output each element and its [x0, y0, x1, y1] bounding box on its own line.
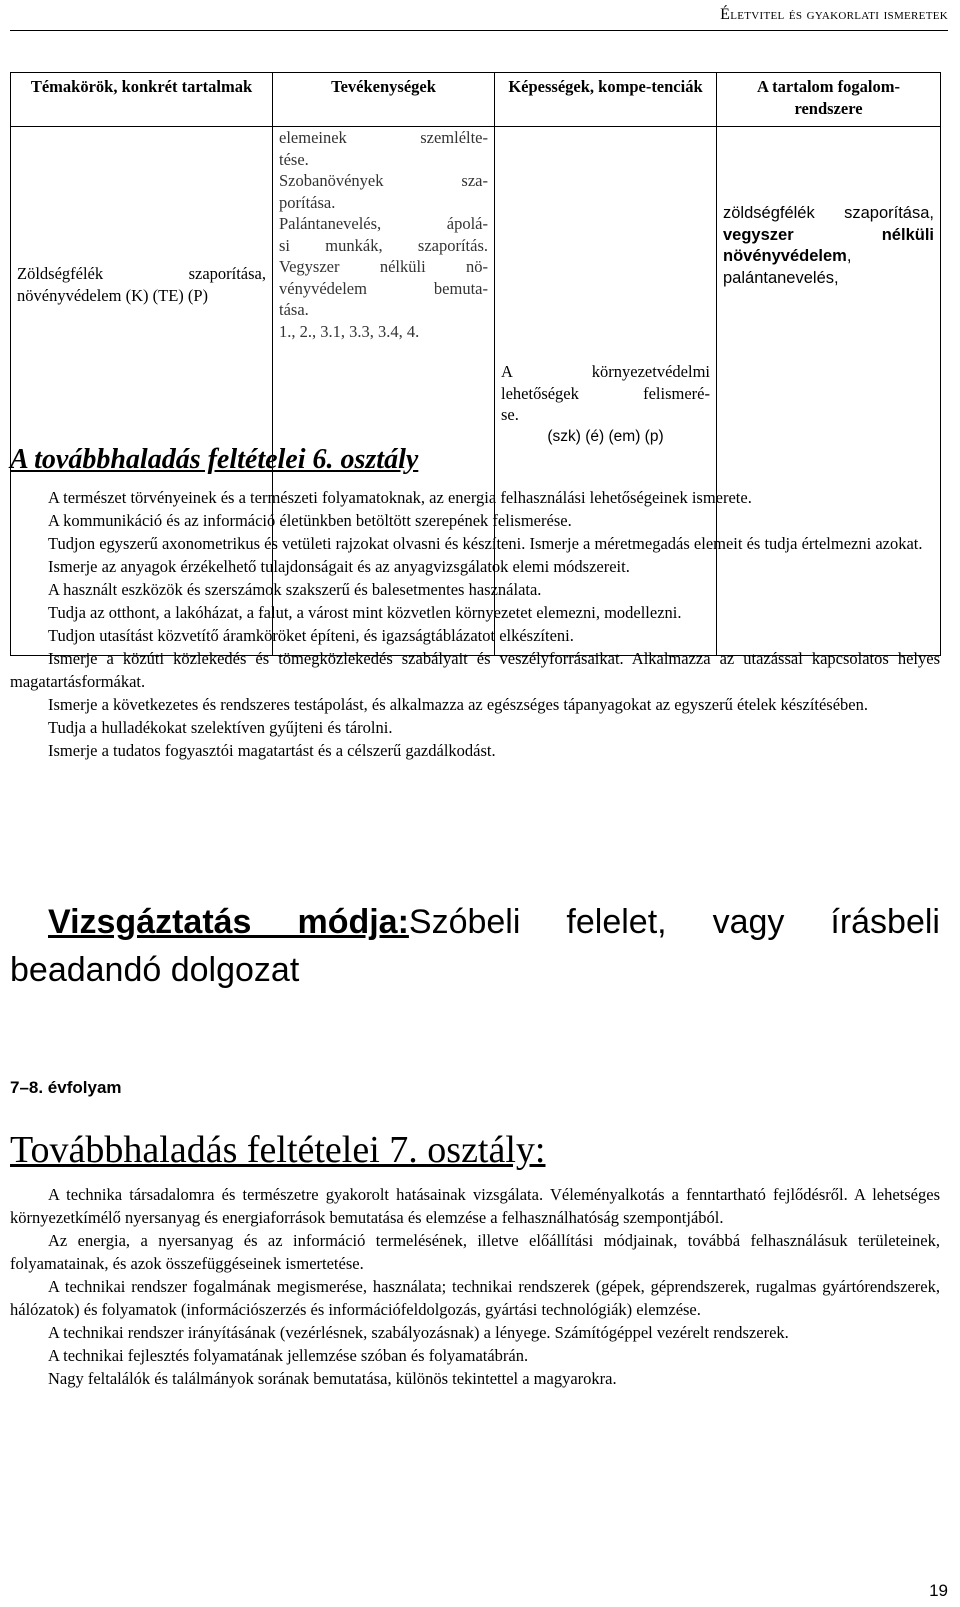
col-header-concepts: A tartalom fogalom-rendszere [717, 73, 941, 127]
paragraph: A technikai fejlesztés folyamatának jellemzése szóban és folyamatábrán. [48, 1346, 529, 1365]
topic-cell: Zöldségfélék szaporítása, növényvédelem (K) (TE) (P) [11, 127, 273, 656]
paragraph: A technikai rendszer irányításának (vezérlésnek, szabályozásnak) a lényege. Számítógéppel vezérelt rendszerek. [48, 1323, 789, 1342]
concept-text: , palántanevelés, [723, 247, 852, 287]
section-6-title: A továbbhaladás feltételei 6. osztály [10, 444, 419, 475]
grade-heading: 7–8. évfolyam [10, 1078, 122, 1097]
activity-line: 1., 2., 3.1, 3.3, 3.4, 4. [279, 321, 420, 341]
paragraph: Tudjon egyszerű axonometrikus és vetületi rajzokat olvasni és készíteni. Ismerje a méretmegadás elemeit és tudja értelmezni azokat. [48, 534, 923, 553]
paragraph: Ismerje a tudatos fogyasztói magatartást és a célszerű gazdálkodást. [48, 741, 496, 760]
table-header-row [11, 73, 941, 127]
paragraph: Nagy feltalálók és találmányok sorának bemutatása, különös tekintettel a magyarokra. [48, 1369, 617, 1388]
skills-line: A környezetvédelmi [501, 362, 710, 381]
running-header: Életvitel és gyakorlati ismeretek [720, 6, 948, 23]
concept-text: zöldségfélék szaporítása, [723, 204, 934, 222]
paragraph: Ismerje a közúti közlekedés és tömegközlekedés szabályait és veszélyforrásaikat. Alkalmazza az utazással kapcsolatos helyes magatartásformákat. [10, 649, 940, 691]
activity-line: Vegyszer nélküli nö- [279, 257, 488, 276]
paragraph: Ismerje a következetes és rendszeres testápolást, és alkalmazza az egészséges tápanyagokat az egyszerű ételek készítésében. [48, 695, 869, 714]
exam-method-label: Vizsgáztatás módja: [48, 903, 409, 941]
skills-codes: (szk) (é) (em) (p) [547, 427, 664, 445]
paragraph: A technika társadalomra és természetre gyakorolt hatásainak vizsgálata. Véleményalkotás a fenntartható fejlődésről. A lehetséges környezetkímélő nyersanyag és energiaforrások bemutatása és elemzése a felhasználhatóság szempontjából. [10, 1185, 940, 1227]
paragraph: Tudjon utasítást közvetítő áramköröket építeni, és igazságtáblázatot elkészíteni. [48, 626, 574, 645]
page-number: 19 [929, 1581, 948, 1600]
col-header-topics: Témakörök, konkrét tartalmak [11, 73, 273, 127]
paragraph: Az energia, a nyersanyag és az információ termelésének, illetve előállítási módjainak, továbbá felhasználásuk területeinek, folyamatainak, és azok összefüggéseinek ismertetése. [10, 1231, 940, 1273]
section-7-title: Továbbhaladás feltételei 7. osztály: [10, 1129, 546, 1171]
paragraph: A természet törvényeinek és a természeti folyamatoknak, az energia felhasználási lehetőségeinek ismerete. [48, 488, 752, 507]
skills-line: se. [501, 405, 519, 424]
paragraph: A kommunikáció és az információ életünkben betöltött szerepének felismerése. [48, 511, 572, 530]
paragraph: Ismerje az anyagok érzékelhető tulajdonságait és az anyagvizsgálatok elemi módszereit. [48, 557, 630, 576]
section-7-body [10, 1183, 940, 1390]
activity-line: Palántanevelés, ápolá- [279, 214, 488, 233]
col-header-activities: Tevékenységek [273, 73, 495, 127]
concept-bold: vegyszer nélküli növényvédelem [723, 225, 934, 265]
activity-line: porítása. [279, 192, 336, 212]
skills-line: lehetőségek felismeré- [501, 383, 710, 403]
paragraph: A használt eszközök és szerszámok szakszerű és balesetmentes használata. [48, 580, 542, 599]
activity-line: si munkák, szaporítás. [279, 235, 488, 255]
paragraph: A technikai rendszer fogalmának megismerése, használata; technikai rendszerek (gépek, géprendszerek, rugalmas gyártórendszerek, hálózatok) és folyamatok (információszerzés és információfeldolgozás, gyártási technológiák) elemzése. [10, 1277, 940, 1319]
activity-line: elemeinek szemlélte- [279, 128, 488, 147]
activity-line: Szobanövények sza- [279, 171, 488, 190]
exam-method [10, 898, 940, 994]
paragraph: Tudja a hulladékokat szelektíven gyűjteni és tárolni. [48, 718, 393, 737]
col-header-skills: Képességek, kompe-tenciák [495, 73, 717, 127]
section-6-body [10, 486, 940, 762]
activity-line: vényvédelem bemuta- [279, 278, 488, 298]
header-rule [10, 30, 948, 31]
exam-method-text: Szóbeli felelet, vagy írásbeli beadandó dolgozat [10, 903, 940, 989]
activity-line: tása. [279, 300, 309, 319]
paragraph: Tudja az otthont, a lakóházat, a falut, a várost mint közvetlen környezetet elemezni, modellezni. [48, 603, 682, 622]
activity-line: tése. [279, 149, 309, 169]
